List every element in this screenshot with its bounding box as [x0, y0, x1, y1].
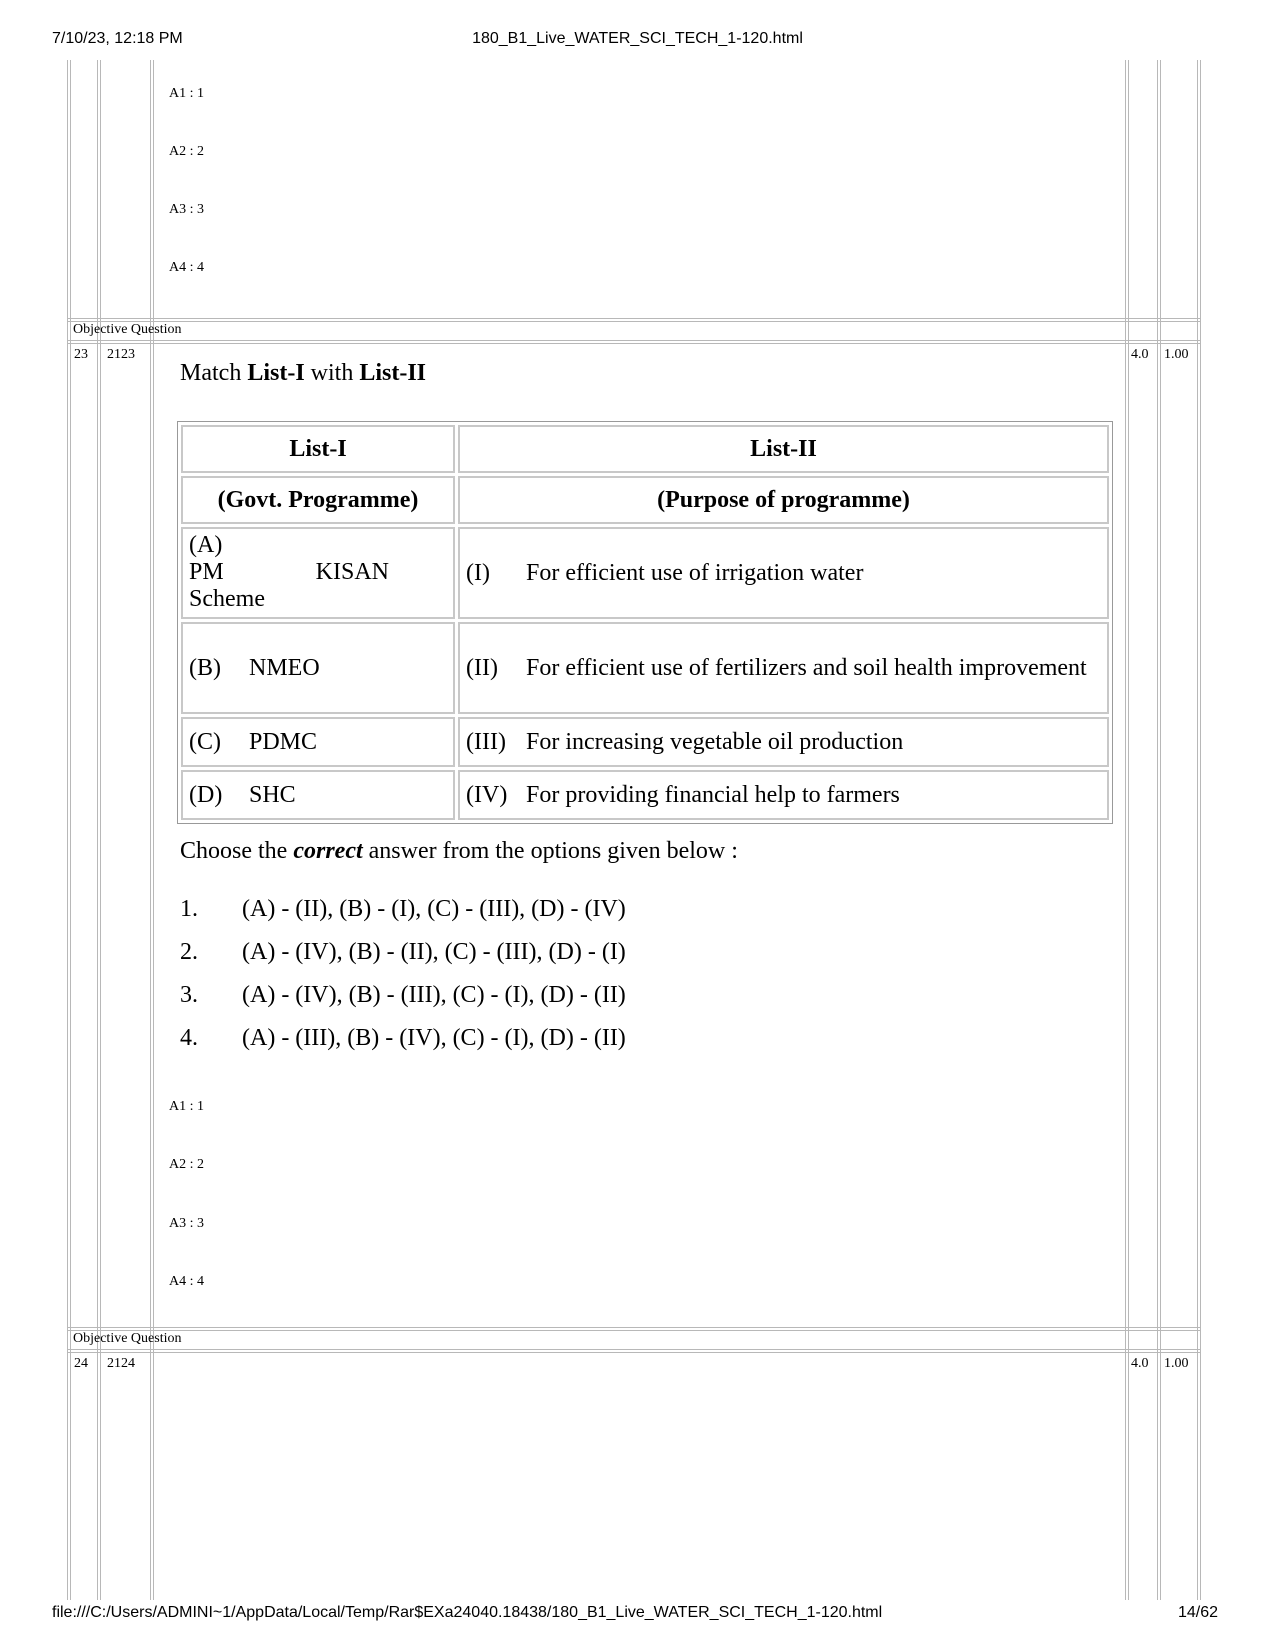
answer-option: A1 : 1	[169, 1099, 204, 1114]
row-separator	[67, 340, 1201, 341]
table-row	[181, 770, 1109, 820]
frame-line	[70, 60, 71, 1600]
question-negative-marks: 1.00	[1164, 347, 1189, 362]
list-one-cell	[181, 770, 455, 820]
choose-text: answer from the options given below :	[362, 838, 738, 864]
option-text: (A) - (III), (B) - (IV), (C) - (I), (D) - (II)	[242, 1025, 626, 1051]
list-two-cell	[458, 717, 1109, 767]
list-one-cell	[181, 622, 455, 714]
table-header-row	[181, 425, 1109, 473]
row-text: For efficient use of irrigation water	[526, 559, 864, 586]
answer-option: A1 : 1	[169, 86, 204, 101]
row-label: (D)	[189, 781, 223, 808]
row-separator	[67, 1349, 1201, 1350]
option-text: (A) - (IV), (B) - (II), (C) - (III), (D) - (I)	[242, 939, 626, 965]
row-text: SHC	[249, 781, 296, 808]
row-label: (B)	[189, 654, 221, 681]
row-label: (A)	[189, 532, 223, 558]
frame-line	[1125, 60, 1126, 1600]
row-separator	[67, 321, 1201, 322]
header-list-one: List-I	[181, 425, 455, 473]
title-text: with	[304, 360, 360, 386]
option-item	[180, 939, 626, 966]
row-separator	[67, 1352, 1201, 1353]
answer-option: A2 : 2	[169, 1157, 204, 1172]
row-text-part: PM	[189, 559, 224, 585]
row-separator	[67, 318, 1201, 319]
print-datetime: 7/10/23, 12:18 PM	[52, 30, 183, 47]
table-row	[181, 717, 1109, 767]
row-text: NMEO	[249, 654, 320, 681]
title-list-one: List-I	[247, 360, 305, 386]
row-separator	[67, 1327, 1201, 1328]
answer-option: A4 : 4	[169, 260, 204, 275]
option-text: (A) - (IV), (B) - (III), (C) - (I), (D) - (II)	[242, 982, 626, 1008]
frame-line	[1157, 60, 1158, 1600]
list-one-cell	[181, 527, 455, 619]
row-text: PDMC	[249, 728, 318, 755]
frame-line	[1160, 60, 1161, 1600]
option-item	[180, 982, 626, 1009]
match-table	[177, 421, 1113, 824]
row-text	[189, 559, 389, 613]
header-list-two: List-II	[458, 425, 1109, 473]
choose-instruction	[180, 838, 738, 865]
option-item	[180, 896, 626, 923]
frame-line	[1128, 60, 1129, 1600]
question-serial: 23	[74, 347, 88, 362]
row-text: For increasing vegetable oil production	[526, 728, 904, 755]
print-header	[0, 30, 1275, 52]
list-two-cell	[458, 527, 1109, 619]
print-file-path: file:///C:/Users/ADMINI~1/AppData/Local/Temp/Rar$EXa24040.18438/180_B1_Live_WATER_SCI_TECH_1-120.html	[52, 1604, 883, 1621]
list-one-cell	[181, 717, 455, 767]
answer-option: A3 : 3	[169, 1216, 204, 1231]
table-row	[181, 527, 1109, 619]
row-label: (III)	[466, 728, 506, 755]
frame-line	[153, 60, 154, 1600]
row-label: (C)	[189, 728, 221, 755]
option-number: 2.	[180, 939, 198, 965]
question-type-label: Objective Question	[73, 322, 182, 337]
option-text: (A) - (II), (B) - (I), (C) - (III), (D) - (IV)	[242, 896, 626, 922]
option-number: 1.	[180, 896, 198, 922]
answer-option: A3 : 3	[169, 202, 204, 217]
option-number: 4.	[180, 1025, 198, 1051]
question-marks: 4.0	[1131, 347, 1149, 362]
row-text-part: Scheme	[189, 586, 265, 612]
row-text: For efficient use of fertilizers and soil health improvement	[526, 654, 1087, 681]
frame-line	[1197, 60, 1198, 1600]
question-serial: 24	[74, 1356, 88, 1371]
print-footer	[0, 1604, 1275, 1626]
row-separator	[67, 343, 1201, 344]
frame-line	[100, 60, 101, 1600]
print-page-number: 14/62	[1177, 1604, 1218, 1621]
frame-line	[1200, 60, 1201, 1600]
answer-option: A2 : 2	[169, 144, 204, 159]
choose-emphasis: correct	[293, 838, 363, 864]
question-marks: 4.0	[1131, 1356, 1149, 1371]
frame-line	[97, 60, 98, 1600]
question-type-label: Objective Question	[73, 1331, 182, 1346]
list-two-cell	[458, 622, 1109, 714]
table-subheader-row	[181, 476, 1109, 524]
row-separator	[67, 1330, 1201, 1331]
answer-option: A4 : 4	[169, 1274, 204, 1289]
row-text: For providing financial help to farmers	[526, 781, 900, 808]
list-two-cell	[458, 770, 1109, 820]
title-list-two: List-II	[359, 360, 427, 386]
question-id: 2124	[107, 1356, 135, 1371]
title-text: Match	[180, 360, 248, 386]
row-text-part: KISAN	[315, 559, 389, 585]
question-negative-marks: 1.00	[1164, 1356, 1189, 1371]
subheader-list-two: (Purpose of programme)	[458, 476, 1109, 524]
question-title	[180, 360, 426, 387]
row-label: (I)	[466, 559, 490, 586]
choose-text: Choose the	[180, 838, 294, 864]
option-number: 3.	[180, 982, 198, 1008]
option-item	[180, 1025, 626, 1052]
frame-line	[67, 60, 68, 1600]
frame-line	[150, 60, 151, 1600]
subheader-list-one: (Govt. Programme)	[181, 476, 455, 524]
row-label: (IV)	[466, 781, 508, 808]
question-id: 2123	[107, 347, 135, 362]
table-row	[181, 622, 1109, 714]
print-title: 180_B1_Live_WATER_SCI_TECH_1-120.html	[472, 30, 803, 47]
row-label: (II)	[466, 654, 498, 681]
